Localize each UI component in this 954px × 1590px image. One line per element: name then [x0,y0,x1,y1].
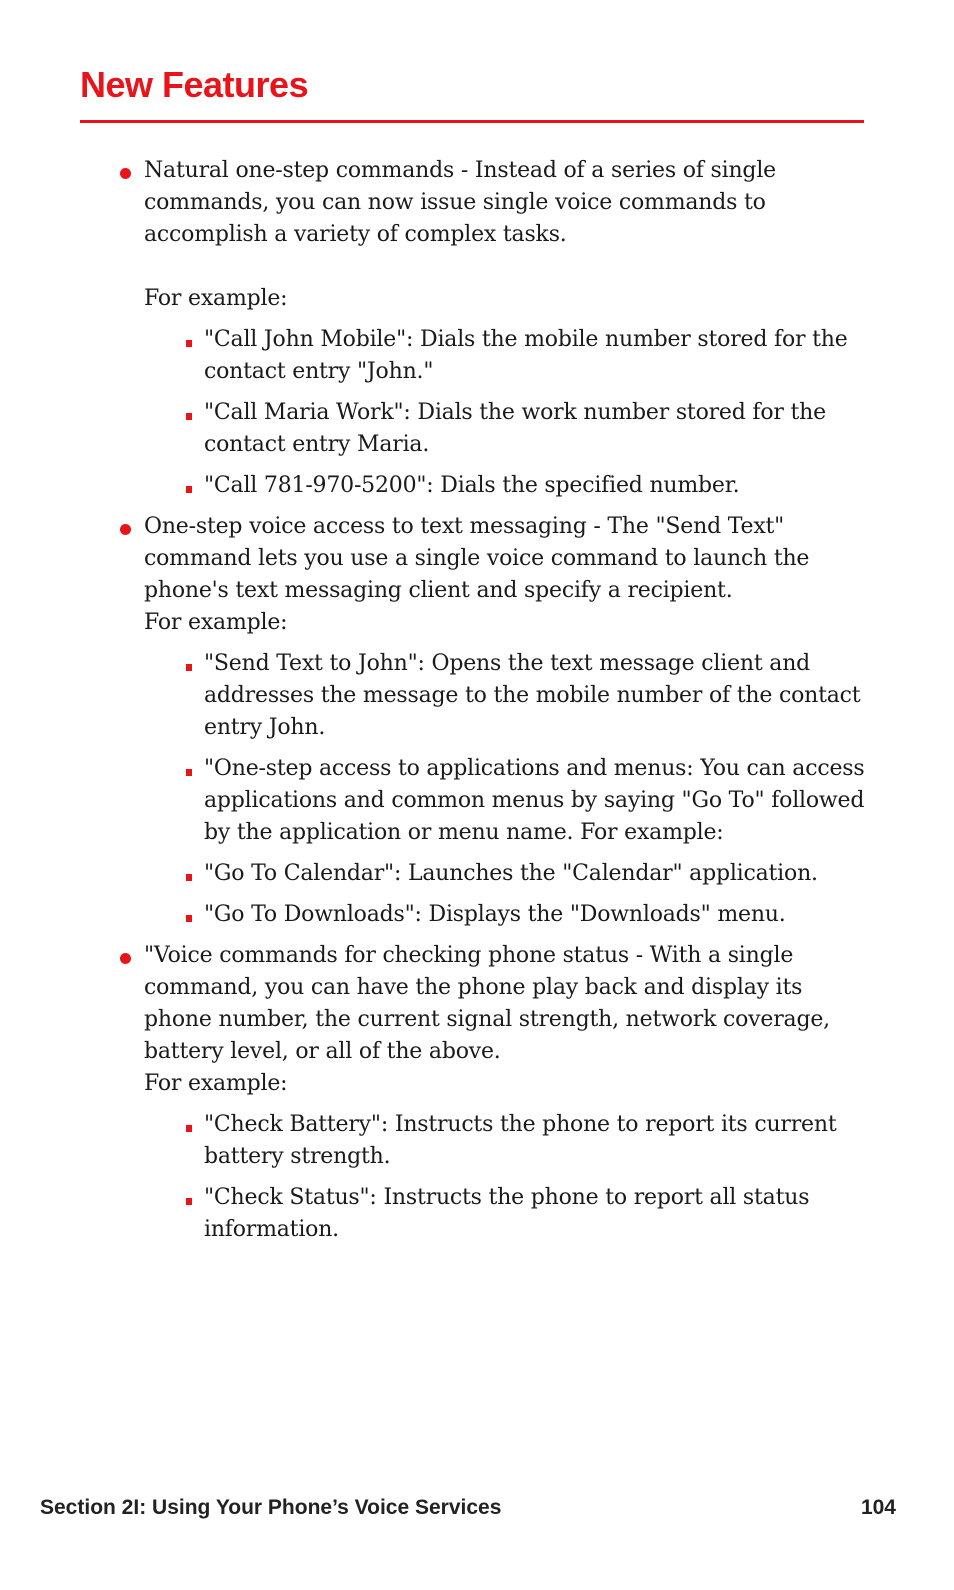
example-text: "Send Text to John": Opens the text message client and addresses the message to the mobile number of the contact entry John. [204,651,861,740]
bullet-square-icon [186,340,192,347]
bullet-square-icon [186,769,192,776]
example-text: "Check Status": Instructs the phone to report all status information. [204,1185,810,1242]
example-text: "Call Maria Work": Dials the work number stored for the contact entry Maria. [204,400,826,457]
example-item [144,1182,870,1246]
example-item [144,1109,870,1173]
feature-item [80,940,870,1246]
example-label: For example: [144,286,288,311]
feature-text: One-step voice access to text messaging - The "Send Text" command lets you use a single voice command to launch the phone's text messaging client and specify a recipient. [144,514,810,603]
content-body [80,155,870,1255]
example-text: "Check Battery": Instructs the phone to report its current battery strength. [204,1112,837,1169]
feature-item [80,155,870,502]
bullet-square-icon [186,1125,192,1132]
example-item [144,899,870,931]
example-list [144,1109,870,1246]
example-label: For example: [144,610,288,635]
example-list [144,324,870,502]
bullet-square-icon [186,915,192,922]
bullet-square-icon [186,1198,192,1205]
page-title: New Features [80,64,309,105]
example-label: For example: [144,1071,288,1096]
example-text: "One-step access to applications and menus: You can access applications and common menus by saying "Go To" followed by the application or menu name. For example: [204,756,865,845]
example-text: "Go To Calendar": Launches the "Calendar" application. [204,861,818,886]
example-text: "Call 781-970-5200": Dials the specified number. [204,473,740,498]
page-footer [40,1496,896,1520]
bullet-dot-icon [120,168,131,179]
example-item [144,397,870,461]
bullet-dot-icon [120,524,131,535]
feature-text: Natural one-step commands - Instead of a series of single commands, you can now issue single voice commands to accomplish a variety of complex tasks. [144,158,776,247]
example-item [144,470,870,502]
example-text: "Go To Downloads": Displays the "Downloads" menu. [204,902,786,927]
bullet-square-icon [186,874,192,881]
page-number: 104 [860,1496,896,1519]
bullet-square-icon [186,664,192,671]
example-item [144,648,870,744]
example-text: "Call John Mobile": Dials the mobile number stored for the contact entry "John." [204,327,848,384]
bullet-square-icon [186,486,192,493]
example-list [144,648,870,931]
bullet-dot-icon [120,953,131,964]
example-item [144,324,870,388]
example-item [144,858,870,890]
feature-list [80,155,870,1246]
example-item [144,753,870,849]
bullet-square-icon [186,413,192,420]
feature-item [80,511,870,931]
section-title: Section 2I: Using Your Phone’s Voice Services [40,1496,502,1519]
feature-text: "Voice commands for checking phone status - With a single command, you can have the phone play back and display its phone number, the current signal strength, network coverage, battery level, or all of the above. [144,943,830,1064]
title-rule [80,120,864,123]
